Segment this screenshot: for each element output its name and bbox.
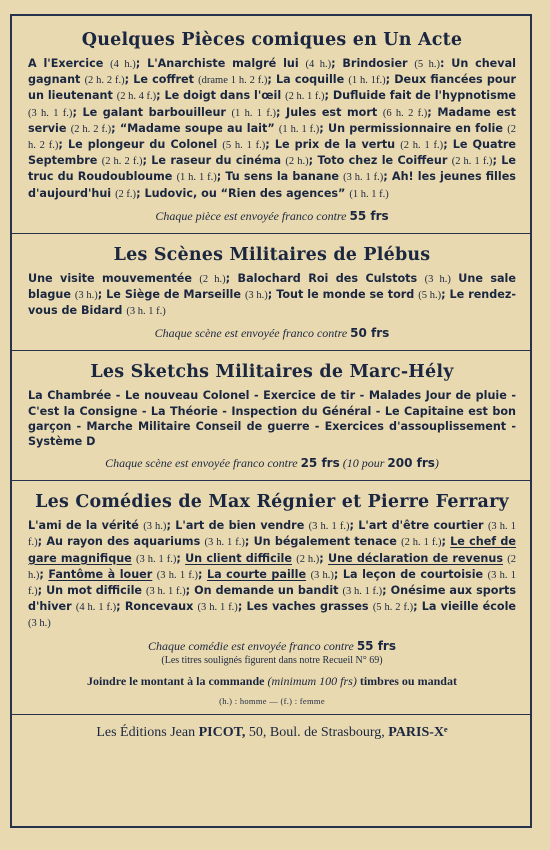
cast-details: (3 h.): [310, 569, 334, 581]
order-instructions: Joindre le montant à la commande (minimum 100 frs) timbres ou mandat: [87, 673, 457, 688]
cast-details: (4 h.): [305, 59, 332, 70]
price-amount: 25 frs: [300, 456, 340, 471]
play-title: Le truc du Roudoubloume: [28, 154, 516, 184]
play-title: Un cheval gagnant: [28, 57, 516, 87]
cast-details: (3 h. 1 f.): [197, 602, 238, 614]
play-title: Tout le monde se tord: [276, 288, 415, 302]
play-title: Un mot difficile: [46, 584, 143, 598]
price-line: Chaque comédie est envoyée franco contre 55 frs: [148, 638, 396, 653]
play-title: La vieille école: [421, 600, 516, 614]
play-title: Le Siège de Marseille: [106, 288, 241, 302]
cast-details: (1 h. 1 f.): [278, 123, 320, 135]
play-title: Dufluide fait de l'hypnotisme: [332, 89, 516, 103]
section-scenes-militaires: [28, 245, 516, 342]
cast-details: (5 h. 1 f.): [222, 140, 266, 152]
play-title: Roncevaux: [124, 600, 194, 614]
cast-details: (2 h. 1 f.): [400, 140, 444, 152]
play-title: Une sale blague: [28, 271, 516, 302]
play-title: Le rendez-vous de Bidard: [28, 288, 517, 318]
cast-details: (3 h. 1 f.): [28, 521, 516, 549]
play-title: Le galant barbouilleur: [82, 105, 226, 119]
section-title: Les Comédies de Max Régnier et Pierre Ferrary: [35, 492, 509, 513]
play-title: Le doigt dans l'œil: [164, 89, 282, 103]
play-title: Tu sens la banane: [225, 170, 339, 184]
cast-details: (2 h. 1 f.): [451, 156, 493, 168]
cast-details: (2 f.): [115, 188, 137, 200]
play-title: Le coffret: [133, 73, 194, 87]
play-title: On demande un bandit: [194, 584, 339, 598]
cast-details: (2 h. 2 f.): [84, 75, 125, 87]
cast-details: (3 h. 1 f.): [343, 172, 384, 184]
section-pieces-comiques: [28, 30, 516, 224]
divider: [12, 480, 530, 481]
cast-details: (6 h. 2 f.): [382, 107, 428, 119]
cast-details: (5 h.): [414, 59, 440, 70]
publisher-footer: Les Éditions Jean PICOT, 50, Boul. de Strasbourg, PARIS-Xᵉ: [96, 724, 448, 740]
cast-details: (3 h. 1 f.): [28, 107, 73, 119]
recueil-note: (Les titres soulignés figurent dans notre Recueil N° 69): [161, 654, 383, 666]
sketch-list: La Chambrée - Le nouveau Colonel - Exercice de tir - Malades Jour de pluie - C'est la Consigne - La Théorie - Inspection du Général - Le Capitaine est bon garçon - Marche Militaire Conseil de guerre - Exercices d'assouplissement - Système D: [28, 389, 516, 449]
cast-details: (4 h.): [110, 59, 136, 70]
cast-details: (2 h. 2 f.): [101, 156, 143, 168]
cast-details: (3 h. 1 f.): [146, 586, 186, 598]
play-title: A l'Exercice: [28, 57, 104, 70]
play-title: Balochard Roi des Culstots: [237, 271, 418, 285]
section-comedies: [28, 492, 516, 665]
play-list: A l'Exercice (4 h.); L'Anarchiste malgré lui (4 h.); Brindosier (5 h.): Un cheval gagnant (2 h. 2 f.); Le coffret (drame 1 h. 2 f.); La coquille (1 h. 1f.); Deux fiancées pour un lieutenant (2 h. 4 f.); Le doigt dans l'œil (2 h. 1 f.); Dufluide fait de l'hypnotisme (3 h. 1 f.); Le galant barbouilleur (1 h. 1 f.); Jules est mort (6 h. 2 f.); Madame est servie (2 h. 2 f.); “Madame soupe au lait” (1 h. 1 f.); Un permissionnaire en folie (2 h. 2 f.); Le plongeur du Colonel (5 h. 1 f.); Le prix de la vertu (2 h. 1 f.); Le Quatre Septembre (2 h. 2 f.); Le raseur du cinéma (2 h.); Toto chez le Coiffeur (2 h. 1 f.); Le truc du Roudoubloume (1 h. 1 f.); Tu sens la banane (3 h. 1 f.); Ah! les jeunes filles d'aujourd'hui (2 f.); Ludovic, ou “Rien des agences” (1 h. 1 f.): [28, 57, 517, 200]
cast-details: (2 h. 4 f.): [116, 91, 157, 103]
publisher-name: PICOT,: [198, 724, 246, 740]
play-title: Fantôme à louer: [48, 567, 153, 581]
cast-details: (5 h. 2 f.): [372, 602, 414, 614]
cast-details: (3 h.): [244, 290, 268, 302]
cast-details: (3 h. 1 f.): [126, 306, 166, 318]
play-title: Le prix de la vertu: [274, 138, 396, 152]
play-title: Le Quatre Septembre: [28, 138, 517, 168]
publisher-city: PARIS-Xᵉ: [388, 724, 448, 740]
play-title: Jules est mort: [286, 105, 378, 119]
play-list: Une visite mouvementée (2 h.); Balochard Roi des Culstots (3 h.) Une sale blague (3 h.); Le Siège de Marseille (3 h.); Tout le monde se tord (5 h.); Le rendez-vous de Bidard (3 h. 1 f.): [28, 271, 517, 318]
cast-details: (3 h.): [74, 290, 98, 302]
price-amount: 50 frs: [350, 326, 390, 341]
cast-details: (2 h. 1 f.): [285, 91, 325, 103]
play-title: Le plongeur du Colonel: [67, 138, 218, 152]
play-title: La leçon de courtoisie: [342, 567, 484, 581]
cast-details: (2 h.): [28, 553, 516, 581]
cast-details: (3 h. 1 f.): [308, 521, 350, 533]
cast-details: (1 h. 1f.): [348, 75, 386, 87]
divider: [12, 350, 530, 351]
play-title: Un permissionnaire en folie: [328, 121, 503, 135]
price-amount: 55 frs: [349, 208, 389, 223]
cast-details: (1 h. 1 f.): [176, 172, 217, 184]
play-title: Ah! les jeunes filles d'aujourd'hui: [28, 170, 516, 200]
cast-details: (3 h. 1 f.): [136, 553, 177, 565]
cast-details: (3 h.): [28, 618, 51, 630]
cast-details: (3 h. 1 f.): [342, 586, 383, 598]
cast-details: (2 h. 1 f.): [401, 537, 442, 549]
play-title: L'art de bien vendre: [175, 519, 305, 533]
bulk-price-amount: 200 frs: [387, 456, 435, 471]
cast-details: (1 h. 1 f.): [349, 188, 389, 200]
play-title: Les vaches grasses: [246, 600, 369, 614]
play-title: L'ami de la vérité: [28, 519, 139, 533]
play-title: L'art d'être courtier: [358, 519, 484, 533]
cast-details: (2 h. 2 f.): [28, 123, 516, 152]
cast-details: (2 h.): [199, 273, 226, 285]
play-title: Le chef de gare magnifique: [28, 535, 516, 565]
play-title: L'Anarchiste malgré lui: [147, 57, 299, 70]
price-line: Chaque scène est envoyée franco contre 25 frs (10 pour 200 frs): [105, 456, 439, 471]
cast-details: (3 h.): [143, 521, 167, 533]
cast-details: (3 h. 1 f.): [156, 569, 198, 581]
divider: [12, 233, 530, 234]
section-title: Les Scènes Militaires de Plébus: [113, 244, 431, 265]
play-title: Une visite mouvementée: [28, 271, 192, 285]
catalog-frame: [10, 14, 532, 828]
cast-details: (3 h. 1 f.): [204, 537, 245, 549]
cast-details: (1 h. 1 f.): [231, 107, 276, 119]
play-title: Une déclaration de revenus: [328, 551, 503, 565]
price-line: Chaque scène est envoyée franco contre 50 frs: [154, 326, 390, 341]
section-sketchs-militaires: [28, 362, 516, 471]
section-title: Les Sketchs Militaires de Marc-Hély: [90, 362, 454, 383]
price-amount: 55 frs: [356, 638, 396, 653]
play-title: Deux fiancées pour un lieutenant: [28, 73, 517, 103]
cast-details: (3 h.): [424, 273, 451, 285]
play-title: Toto chez le Coiffeur: [317, 154, 448, 168]
play-title: “Madame soupe au lait”: [119, 121, 275, 135]
cast-details: (2 h.): [296, 553, 320, 565]
cast-details: (4 h. 1 f.): [75, 602, 117, 614]
play-title: La coquille: [276, 73, 345, 87]
cast-details: (drame 1 h. 2 f.): [198, 75, 268, 87]
play-title: Madame est servie: [28, 105, 516, 135]
cast-details: (5 h.): [418, 290, 442, 302]
play-list: L'ami de la vérité (3 h.); L'art de bien vendre (3 h. 1 f.); L'art d'être courtier (3 h. 1 f.); Au rayon des aquariums (3 h. 1 f.); Un bégalement tenace (2 h. 1 f.); Le chef de gare magnifique (3 h. 1 f.); Un client difficile (2 h.); Une déclaration de revenus (2 h.); Fantôme à louer (3 h. 1 f.); La courte paille (3 h.); La leçon de courtoisie (3 h. 1 f.); Un mot difficile (3 h. 1 f.); On demande un bandit (3 h. 1 f.); Onésime aux sports d'hiver (4 h. 1 f.); Roncevaux (3 h. 1 f.); Les vaches grasses (5 h. 2 f.); La vieille école (3 h.): [28, 519, 517, 630]
play-title: Le raseur du cinéma: [151, 154, 282, 168]
cast-details: (2 h.): [285, 156, 309, 168]
cast-details: (3 h. 1 f.): [28, 569, 516, 598]
legend: (h.) : homme — (f.) : femme: [219, 695, 325, 706]
play-title: Onésime aux sports d'hiver: [28, 584, 517, 614]
price-line: Chaque pièce est envoyée franco contre 55 frs: [155, 208, 389, 223]
play-title: Brindosier: [342, 57, 408, 70]
play-title: Un bégalement tenace: [253, 535, 397, 549]
play-title: Un client difficile: [185, 551, 292, 565]
section-title: Quelques Pièces comiques en Un Acte: [81, 30, 463, 50]
play-title: Ludovic, ou “Rien des agences”: [144, 186, 346, 200]
cast-details: (2 h. 2 f.): [70, 123, 112, 135]
play-title: La courte paille: [206, 567, 307, 581]
play-title: Au rayon des aquariums: [46, 535, 201, 549]
